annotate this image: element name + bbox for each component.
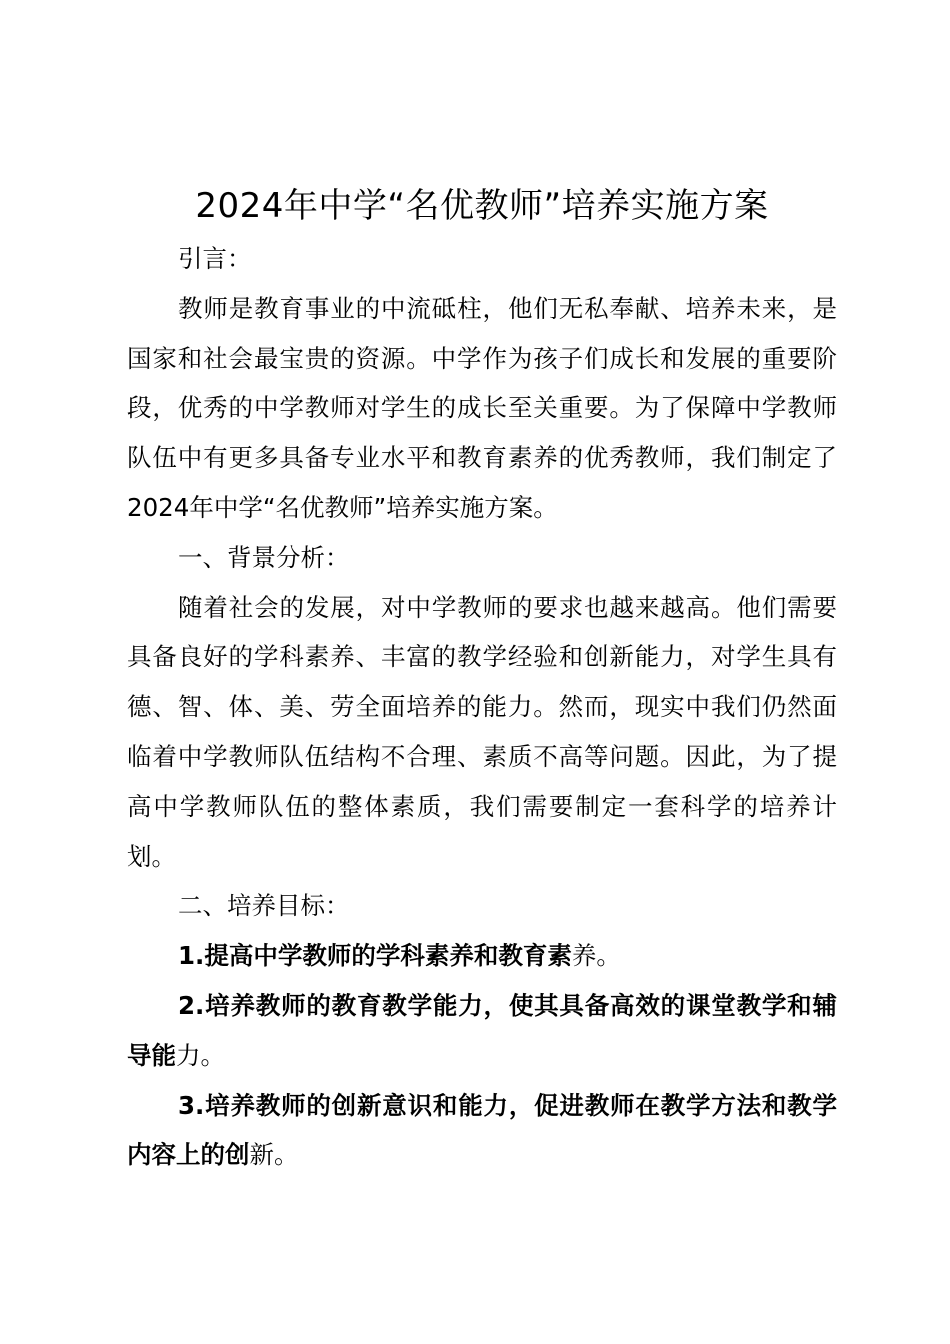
- intro-paragraph: 教师是教育事业的中流砥柱，他们无私奉献、培养未来，是国家和社会最宝贵的资源。中学作为孩子们成长和发展的重要阶段，优秀的中学教师对学生的成长至关重要。为了保障中学教师队伍中有更多具备专业水平和教育素养的优秀教师，我们制定了2024年中学“名优教师”培养实施方案。: [127, 293, 837, 522]
- goal-item-1: [127, 931, 837, 981]
- background-paragraph: 随着社会的发展，对中学教师的要求也越来越高。他们需要具备良好的学科素养、丰富的教学经验和创新能力，对学生具有德、智、体、美、劳全面培养的能力。然而，现实中我们仍然面临着中学教师队伍结构不合理、素质不高等问题。因此，为了提高中学教师队伍的整体素质，我们需要制定一套科学的培养计划。: [127, 592, 837, 871]
- goal-item-3-tail: 新。: [249, 1140, 299, 1170]
- goal-item-2-tail: 力。: [176, 1040, 225, 1070]
- background-heading: 一、背景分析：: [178, 542, 350, 572]
- goal-item-2: [127, 981, 837, 1081]
- intro-heading: 引言：: [178, 244, 252, 273]
- goals-heading: 二、培养目标：: [178, 891, 350, 921]
- goal-item-2-strong: 2.培养教师的教育教学能力，使其具备高效的课堂教学和辅导能: [127, 990, 837, 1070]
- goal-item-1-tail: 养。: [571, 941, 621, 971]
- document-title: 2024年中学“名优教师”培养实施方案: [195, 186, 769, 226]
- goal-item-3: [127, 1081, 837, 1181]
- goal-item-3-strong: 3.培养教师的创新意识和能力，促进教师在教学方法和教学内容上的创: [127, 1090, 837, 1170]
- goal-item-1-strong: 1.提高中学教师的学科素养和教育素: [178, 941, 572, 971]
- document-page: [127, 178, 837, 1180]
